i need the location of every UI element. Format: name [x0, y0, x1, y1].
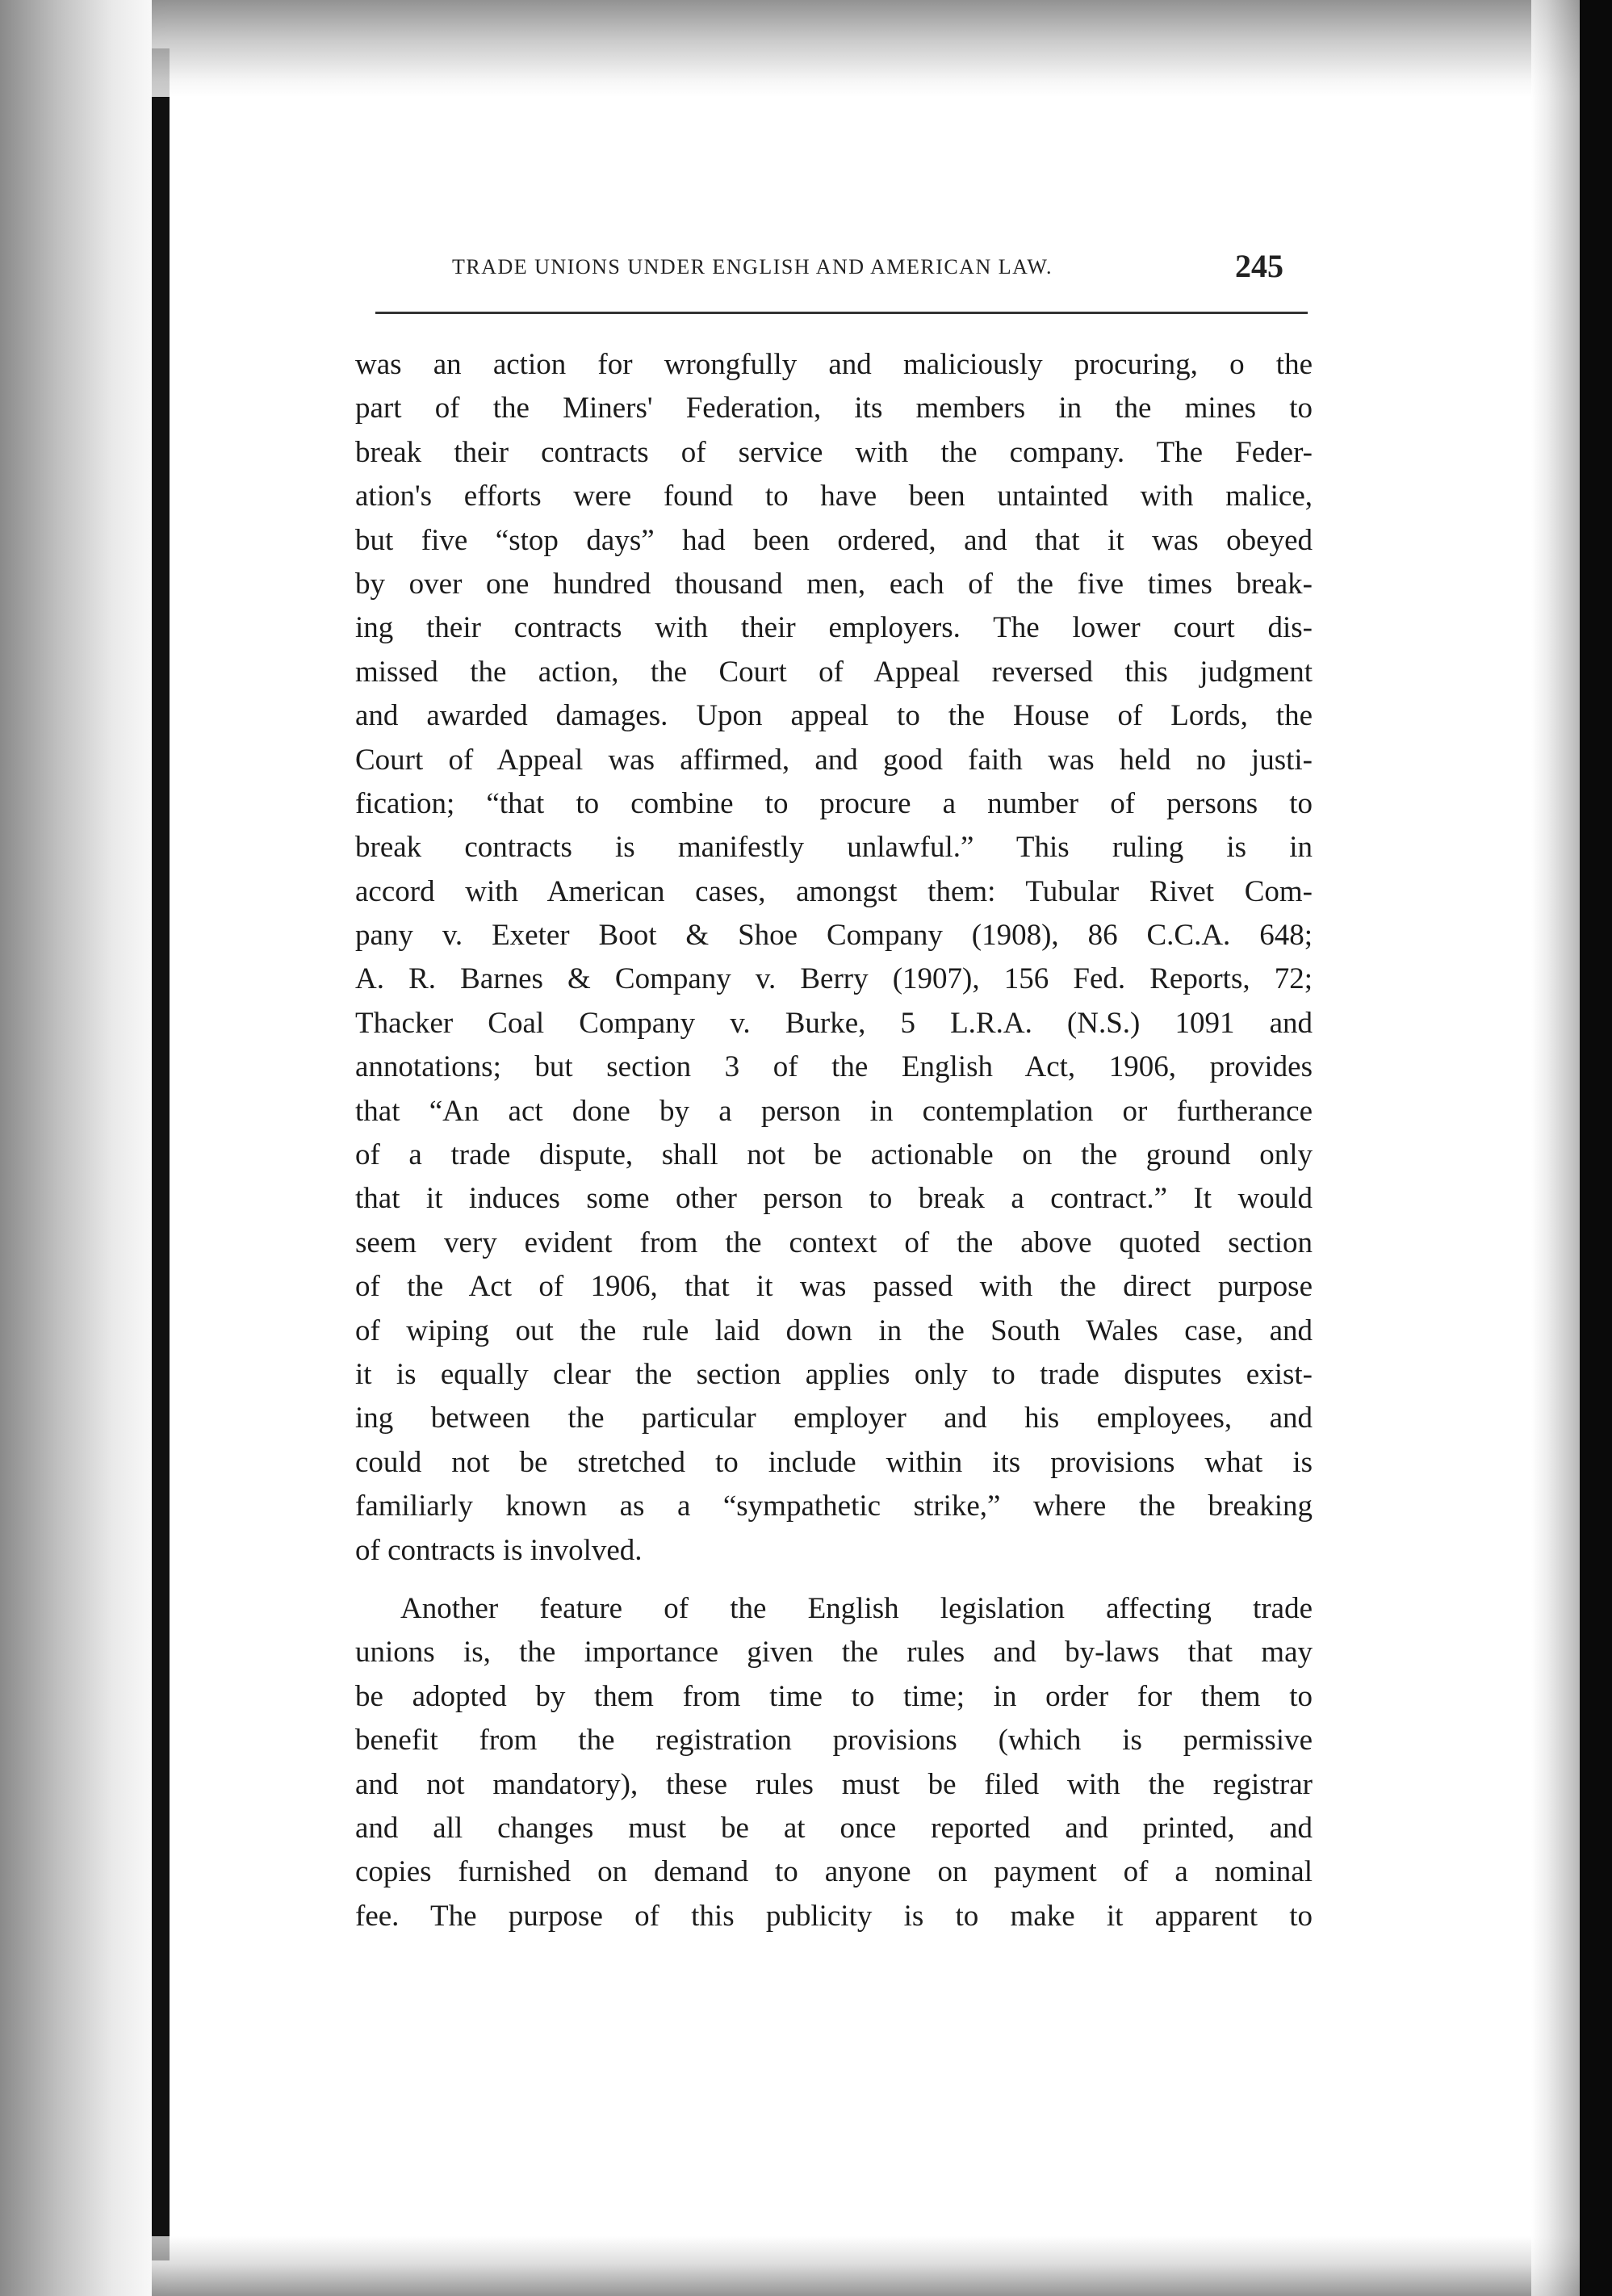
text-line: unions is, the importance given the rules and by-laws that may: [355, 1636, 1313, 1670]
scan-border-right: [1580, 0, 1612, 2296]
text-line: could not be stretched to include within its provisions what is: [355, 1445, 1313, 1479]
text-line: of wiping out the rule laid down in the South Wales case, and: [355, 1313, 1313, 1347]
running-head: TRADE UNIONS UNDER ENGLISH AND AMERICAN LAW.: [452, 255, 1053, 279]
text-line: pany v. Exeter Boot & Shoe Company (1908), 86 C.C.A. 648;: [355, 919, 1313, 953]
scan-shadow-top: [152, 0, 1581, 97]
text-line: copies furnished on demand to anyone on payment of a nominal: [355, 1855, 1313, 1889]
text-line: Court of Appeal was affirmed, and good faith was held no justi-: [355, 743, 1313, 777]
paragraph-2: [355, 1587, 1313, 1938]
text-line: benefit from the registration provisions (which is permissive: [355, 1724, 1313, 1758]
text-line: annotations; but section 3 of the English Act, 1906, provides: [355, 1050, 1313, 1084]
text-line: Thacker Coal Company v. Burke, 5 L.R.A. (N.S.) 1091 and: [355, 1006, 1313, 1040]
body-text: [355, 343, 1313, 1938]
paragraph-gap: [355, 1573, 1313, 1587]
scan-shadow-bottom: [152, 2236, 1581, 2296]
book-gutter-edge: [152, 48, 170, 2260]
text-line: and all changes must be at once reported and printed, and: [355, 1811, 1313, 1845]
text-line: ing between the particular employer and his employees, and: [355, 1401, 1313, 1435]
paragraph-1: [355, 343, 1313, 1573]
text-line: familiarly known as a “sympathetic strike,” where the breaking: [355, 1489, 1313, 1523]
scan-shadow-left: [0, 0, 170, 2296]
text-line: be adopted by them from time to time; in order for them to: [355, 1679, 1313, 1713]
text-line: ing their contracts with their employers. The lower court dis-: [355, 611, 1313, 645]
text-line: break their contracts of service with the company. The Feder-: [355, 435, 1313, 469]
scan-shadow-right: [1531, 0, 1580, 2296]
text-line: that it induces some other person to break a contract.” It would: [355, 1182, 1313, 1216]
text-line: break contracts is manifestly unlawful.” This ruling is in: [355, 831, 1313, 865]
text-line: fication; “that to combine to procure a number of persons to: [355, 786, 1313, 820]
text-line: fee. The purpose of this publicity is to make it apparent to: [355, 1899, 1313, 1933]
text-line: missed the action, the Court of Appeal reversed this judgment: [355, 655, 1313, 689]
text-line: ation's efforts were found to have been untainted with malice,: [355, 480, 1313, 513]
text-line: and awarded damages. Upon appeal to the House of Lords, the: [355, 699, 1313, 733]
text-line: by over one hundred thousand men, each of the five times break-: [355, 567, 1313, 601]
page-number: 245: [1235, 248, 1283, 284]
text-line: part of the Miners' Federation, its members in the mines to: [355, 392, 1313, 425]
text-line: of the Act of 1906, that it was passed with the direct purpose: [355, 1270, 1313, 1304]
text-line: of a trade dispute, shall not be actionable on the ground only: [355, 1138, 1313, 1172]
text-line: and not mandatory), these rules must be filed with the registrar: [355, 1767, 1313, 1801]
text-line: was an action for wrongfully and maliciously procuring, o the: [355, 348, 1313, 381]
text-line: A. R. Barnes & Company v. Berry (1907), 156 Fed. Reports, 72;: [355, 962, 1313, 996]
header-rule: [375, 312, 1308, 314]
text-line: of contracts is involved.: [355, 1533, 643, 1567]
text-line: accord with American cases, amongst them: Tubular Rivet Com-: [355, 874, 1313, 908]
text-line: seem very evident from the context of the above quoted section: [355, 1226, 1313, 1259]
text-line: Another feature of the English legislation affecting trade: [400, 1591, 1313, 1625]
text-line: it is equally clear the section applies only to trade disputes exist-: [355, 1357, 1313, 1391]
text-line: that “An act done by a person in contemplation or furtherance: [355, 1094, 1313, 1128]
text-line: but five “stop days” had been ordered, and that it was obeyed: [355, 523, 1313, 557]
